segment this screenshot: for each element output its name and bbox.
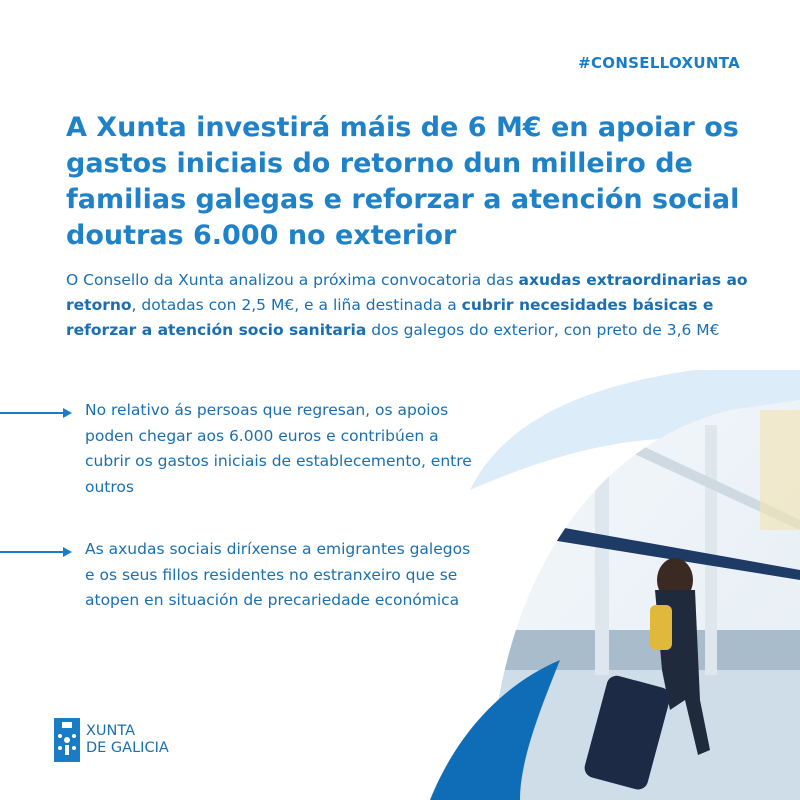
lead-text: O Consello da Xunta analizou a próxima convocatoria das <box>66 271 519 289</box>
lead-bold: cubrir necesidades básicas e reforzar a atención socio sanitaria <box>66 296 714 339</box>
logo-text <box>86 723 169 757</box>
arrow-right-icon <box>0 408 72 418</box>
hashtag[interactable]: #CONSELLOXUNTA <box>578 54 740 72</box>
headline: A Xunta investirá máis de 6 M€ en apoiar os gastos iniciais do retorno dun milleiro de familias galegas e reforzar a atención social doutras 6.000 no exterior <box>66 112 740 251</box>
lead-bold: axudas extraordinarias ao retorno <box>66 271 748 314</box>
bullet-text: As axudas sociais diríxense a emigrantes galegos e os seus fillos residentes no estranxeiro que se atopen en situación de precariedade económica <box>85 540 471 609</box>
arrow-right-icon <box>0 547 72 557</box>
logo-line: DE GALICIA <box>86 740 169 756</box>
logo-line: XUNTA <box>86 723 136 739</box>
bullet-text: No relativo ás persoas que regresan, os apoios poden chegar aos 6.000 euros e contribúen a cubrir os gastos iniciais de establecemento, entre outros <box>85 401 472 496</box>
xunta-logo[interactable] <box>54 718 169 762</box>
lead-text: dos galegos do exterior, con preto de 3,6 M€ <box>366 321 720 339</box>
lead-text: , dotadas con 2,5 M€, e a liña destinada a <box>131 296 462 314</box>
coat-of-arms-icon <box>54 718 80 762</box>
lead-paragraph <box>66 268 766 343</box>
traveler-photo <box>430 370 800 800</box>
